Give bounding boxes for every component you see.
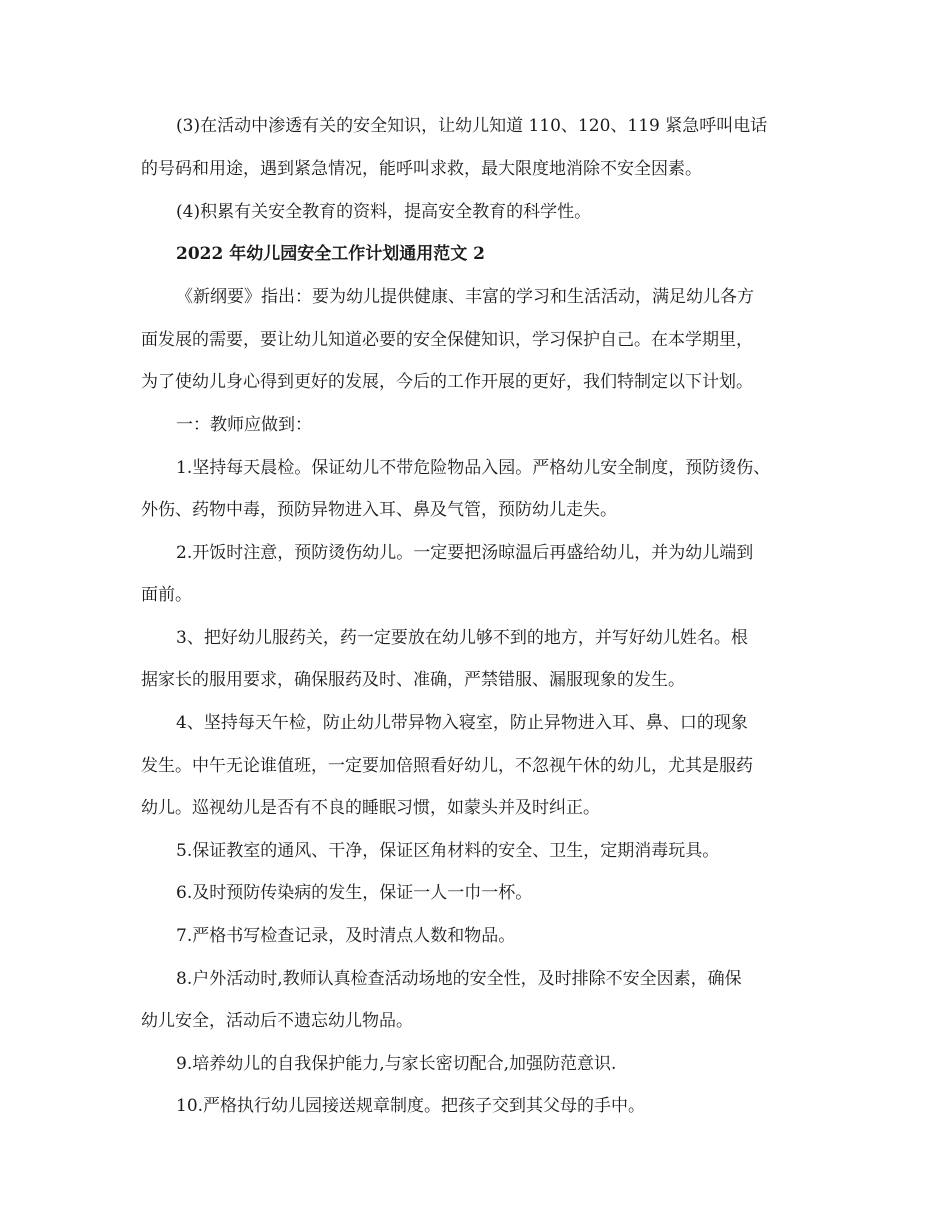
- list-item-line: 6.及时预防传染病的发生，保证一人一巾一杯。: [176, 883, 533, 903]
- list-item-line: 4、坚持每天午检，防止幼儿带异物入寝室，防止异物进入耳、鼻、口的现象: [176, 713, 748, 733]
- list-item-line: 7.严格书写检查记录，及时清点人数和物品。: [176, 926, 516, 946]
- list-item-line: 10.严格执行幼儿园接送规章制度。把孩子交到其父母的手中。: [176, 1096, 646, 1116]
- paragraph-line: (4)积累有关安全教育的资料，提高安全教育的科学性。: [176, 202, 592, 222]
- list-item-line: 据家长的服用要求，确保服药及时、准确，严禁错服、漏服现象的发生。: [141, 670, 685, 690]
- list-item-line: 2.开饭时注意，预防烫伤幼儿。一定要把汤晾温后再盛给幼儿，并为幼儿端到: [176, 543, 754, 563]
- paragraph-line: 《新纲要》指出：要为幼儿提供健康、丰富的学习和生活活动，满足幼儿各方: [176, 287, 754, 307]
- list-item-line: 幼儿安全，活动后不遗忘幼儿物品。: [141, 1011, 413, 1031]
- section-heading: 2022 年幼儿园安全工作计划通用范文 2: [176, 244, 485, 264]
- list-item-line: 8.户外活动时,教师认真检查活动场地的安全性，及时排除不安全因素，确保: [176, 969, 742, 989]
- list-item-line: 外伤、药物中毒，预防异物进入耳、鼻及气管，预防幼儿走失。: [141, 500, 617, 520]
- list-item-line: 1.坚持每天晨检。保证幼儿不带危险物品入园。严格幼儿安全制度，预防烫伤、: [176, 458, 771, 478]
- list-item-line: 面前。: [141, 585, 192, 605]
- paragraph-line: 面发展的需要，要让幼儿知道必要的安全保健知识，学习保护自己。在本学期里，: [141, 330, 753, 350]
- paragraph-line: 为了使幼儿身心得到更好的发展，今后的工作开展的更好，我们特制定以下计划。: [141, 372, 753, 392]
- list-item-line: 9.培养幼儿的自我保护能力,与家长密切配合,加强防范意识.: [176, 1054, 617, 1074]
- list-item-line: 发生。中午无论谁值班，一定要加倍照看好幼儿，不忽视午休的幼儿，尤其是服药: [141, 756, 753, 776]
- list-item-line: 3、把好幼儿服药关，药一定要放在幼儿够不到的地方，并写好幼儿姓名。根: [176, 628, 748, 648]
- paragraph-line: (3)在活动中渗透有关的安全知识，让幼儿知道 110、120、119 紧急呼叫电话: [176, 116, 768, 136]
- paragraph-line: 的号码和用途，遇到紧急情况，能呼叫求救，最大限度地消除不安全因素。: [141, 159, 702, 179]
- list-item-line: 5.保证教室的通风、干净，保证区角材料的安全、卫生，定期消毒玩具。: [176, 841, 720, 861]
- subheading-line: 一：教师应做到：: [176, 415, 312, 435]
- list-item-line: 幼儿。巡视幼儿是否有不良的睡眠习惯，如蒙头并及时纠正。: [141, 798, 600, 818]
